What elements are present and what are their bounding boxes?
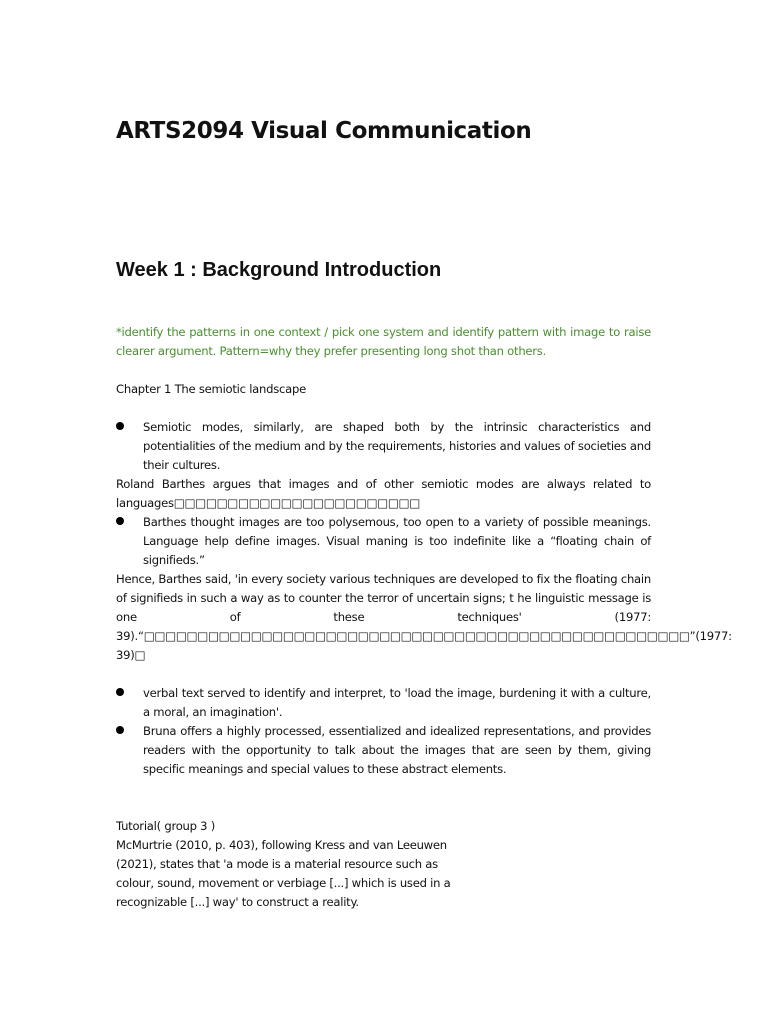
tutorial-section — [116, 817, 451, 912]
barthes-paragraph: Roland Barthes argues that images and of other semiotic modes are always related to languages□□□□□□□□□□□□□□□□□□□□□□□ — [116, 477, 651, 510]
document-title: ARTS2094 Visual Communication — [116, 118, 532, 144]
tutorial-heading: Tutorial( group 3 ) — [116, 819, 216, 833]
list-item-text: verbal text served to identify and interpret, to 'load the image, burdening it with a culture, a moral, an imagination'. — [143, 686, 651, 719]
list-item — [116, 684, 651, 722]
paragraph-spacer — [116, 665, 651, 684]
bullet-icon — [116, 726, 124, 734]
bullet-icon — [116, 422, 124, 430]
list-item — [116, 513, 651, 570]
green-note: *identify the patterns in one context / pick one system and identify pattern with image to raise clearer argument. Pattern=why they prefer presenting long shot than others. — [116, 325, 651, 358]
tutorial-line: (2021), states that 'a mode is a material resource such as — [116, 857, 438, 871]
bullet-icon — [116, 688, 124, 696]
list-item — [116, 418, 651, 475]
notes-section — [116, 418, 732, 779]
week-heading: Week 1 : Background Introduction — [116, 259, 442, 281]
list-item — [116, 722, 651, 779]
list-item-text: Bruna offers a highly processed, essentialized and idealized representations, and provides readers with the opportunity to talk about the images that are seen by them, giving specific meanings and special values to these abstract elements. — [143, 724, 651, 776]
chapter-heading: Chapter 1 The semiotic landscape — [116, 382, 306, 396]
tutorial-line: colour, sound, movement or verbiage [...] which is used in a — [116, 876, 451, 890]
hence-paragraph: Hence, Barthes said, 'in every society various techniques are developed to fix the floating chain of signifieds in such a way as to counter the terror of uncertain signs; t he linguistic message is one of these techniques' (1977: 39).“□□□□□□□□□□□□□□□□□□□□□□□□□□□□□□□□□□□□□□□□□□□□□□□□□□□”(1977: 39)□ — [116, 572, 732, 662]
tutorial-line: recognizable [...] way' to construct a reality. — [116, 895, 359, 909]
bullet-icon — [116, 517, 124, 525]
list-item-text: Barthes thought images are too polysemous, too open to a variety of possible meanings. Language help define images. Visual maning is too indefinite like a “floating chain of signifieds.” — [143, 515, 651, 567]
tutorial-line: McMurtrie (2010, p. 403), following Kress and van Leeuwen — [116, 838, 447, 852]
list-item-text: Semiotic modes, similarly, are shaped both by the intrinsic characteristics and potentialities of the medium and by the requirements, histories and values of societies and their cultures. — [143, 420, 651, 472]
